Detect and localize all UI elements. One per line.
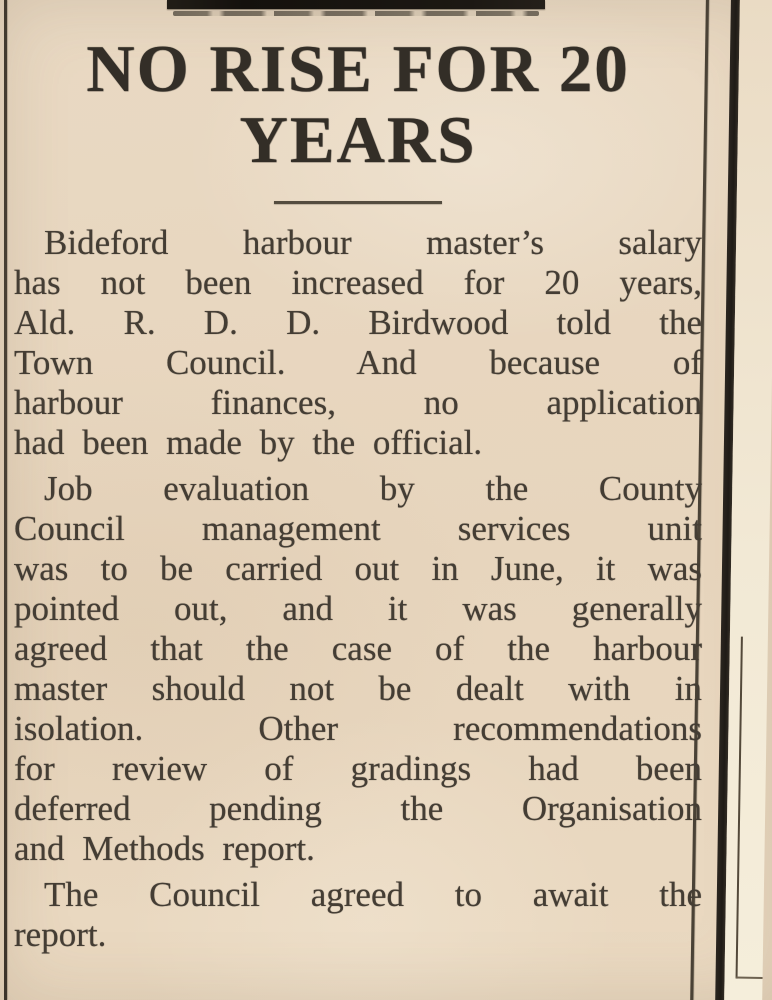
body-line: master should not be dealt with in	[14, 669, 702, 708]
body-line: and Methods report.	[14, 829, 315, 868]
body-line: Town Council. And because of	[14, 343, 702, 382]
paragraph-2	[14, 469, 702, 869]
body-line: Council management services unit	[14, 509, 702, 548]
body-line: has not been increased for 20 years,	[14, 263, 702, 302]
left-column-rule	[4, 0, 7, 1000]
body-line: deferred pending the Organisation	[14, 789, 702, 828]
body-line: for review of gradings had been	[14, 749, 702, 788]
body-line: pointed out, and it was generally	[14, 589, 702, 628]
top-rule-fragments	[173, 11, 539, 16]
paragraph-1	[14, 223, 702, 463]
body-line: harbour finances, no application	[14, 383, 702, 422]
adjacent-box-bottom-border	[736, 977, 763, 979]
body-line: report.	[14, 915, 107, 954]
body-line: Ald. R. D. D. Birdwood told the	[14, 303, 702, 342]
article-body	[14, 223, 702, 961]
body-line: isolation. Other recommendations	[14, 709, 702, 748]
body-line: agreed that the case of the harbour	[14, 629, 702, 668]
paragraph-3	[14, 875, 702, 955]
body-line: had been made by the official.	[14, 423, 483, 462]
headline-line-2: YEARS	[239, 103, 477, 177]
headline-divider	[274, 201, 442, 204]
body-line: The Council agreed to await the	[44, 875, 702, 914]
body-line: Job evaluation by the County	[44, 469, 702, 508]
headline	[14, 34, 702, 176]
top-rule-bar	[167, 0, 545, 9]
body-line: was to be carried out in June, it was	[14, 549, 702, 588]
body-line: Bideford harbour master’s salary	[44, 223, 702, 262]
headline-line-1: NO RISE FOR 20	[86, 32, 630, 106]
